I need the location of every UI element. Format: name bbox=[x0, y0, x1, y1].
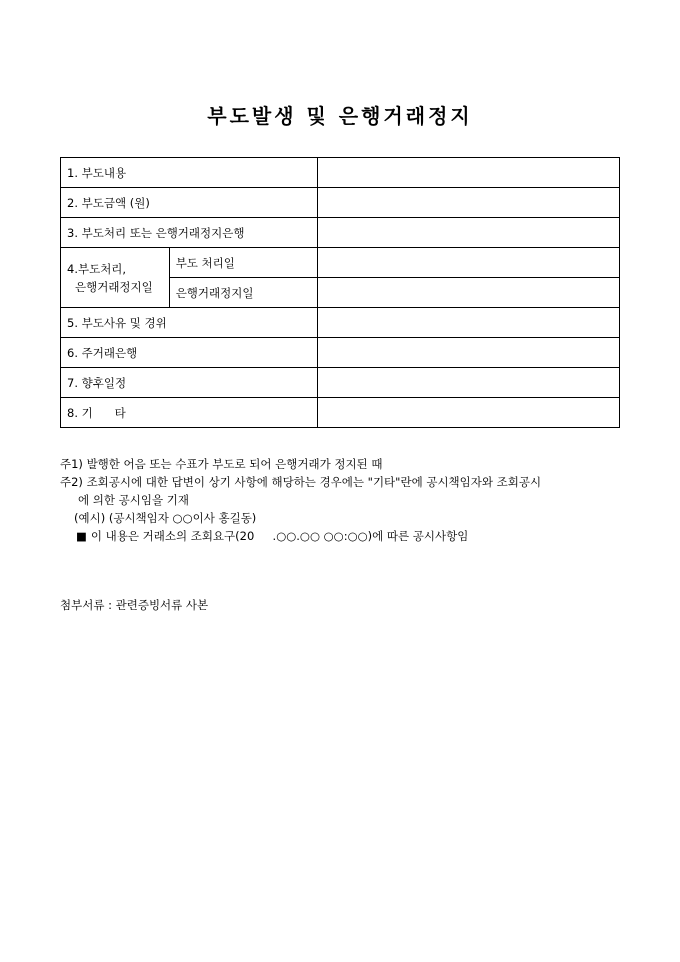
row-label-main-bank: 6. 주거래은행 bbox=[61, 338, 318, 368]
table-row bbox=[61, 218, 620, 248]
table-row bbox=[61, 398, 620, 428]
value-cell-processing-bank[interactable] bbox=[318, 218, 620, 248]
notes-section bbox=[60, 455, 630, 545]
table-row bbox=[61, 368, 620, 398]
row-label-future-schedule: 7. 향후일정 bbox=[61, 368, 318, 398]
value-cell-main-bank[interactable] bbox=[318, 338, 620, 368]
sublabel-trade-suspension-date: 은행거래정지일 bbox=[169, 278, 318, 308]
row-label-default-content: 1. 부도내용 bbox=[61, 158, 318, 188]
table-row bbox=[61, 248, 620, 278]
value-cell-trade-suspension-date[interactable] bbox=[318, 278, 620, 308]
note-example: (예시) (공시책임자 ○○이사 홍길동) bbox=[74, 511, 257, 525]
row-label-processing-date-line2: 은행거래정지일 bbox=[75, 279, 153, 294]
note-bullet bbox=[60, 527, 630, 545]
row-label-processing-date bbox=[61, 248, 170, 308]
table-row bbox=[61, 188, 620, 218]
value-cell-default-reason[interactable] bbox=[318, 308, 620, 338]
row-label-processing-bank: 3. 부도처리 또는 은행거래정지은행 bbox=[61, 218, 318, 248]
table-row bbox=[61, 308, 620, 338]
table-row bbox=[61, 338, 620, 368]
note-1: 주1) 발행한 어음 또는 수표가 부도로 되어 은행거래가 정지된 때 bbox=[60, 457, 383, 471]
row-label-default-amount: 2. 부도금액 (원) bbox=[61, 188, 318, 218]
square-bullet-icon: ■ bbox=[76, 529, 87, 543]
value-cell-future-schedule[interactable] bbox=[318, 368, 620, 398]
row-label-other: 8. 기 타 bbox=[61, 398, 318, 428]
attachment-note: 첨부서류 : 관련증빙서류 사본 bbox=[60, 598, 209, 612]
value-cell-default-date[interactable] bbox=[318, 248, 620, 278]
note-2-line-1: 주2) 조회공시에 대한 답변이 상기 사항에 해당하는 경우에는 "기타"란에 공시책임자와 조회공시 bbox=[60, 475, 542, 489]
row-label-default-reason: 5. 부도사유 및 경위 bbox=[61, 308, 318, 338]
page-title: 부도발생 및 은행거래정지 bbox=[207, 104, 473, 128]
disclosure-form-table bbox=[60, 157, 620, 428]
value-cell-other[interactable] bbox=[318, 398, 620, 428]
row-label-processing-date-line1: 4.부도처리, bbox=[67, 261, 127, 276]
table-row bbox=[61, 158, 620, 188]
value-cell-default-content[interactable] bbox=[318, 158, 620, 188]
note-bullet-text: 이 내용은 거래소의 조회요구(20 .○○.○○ ○○:○○)에 따른 공시사항임 bbox=[90, 529, 469, 543]
note-2-line-2: 에 의한 공시임을 기재 bbox=[78, 493, 189, 507]
value-cell-default-amount[interactable] bbox=[318, 188, 620, 218]
sublabel-default-date: 부도 처리일 bbox=[169, 248, 318, 278]
